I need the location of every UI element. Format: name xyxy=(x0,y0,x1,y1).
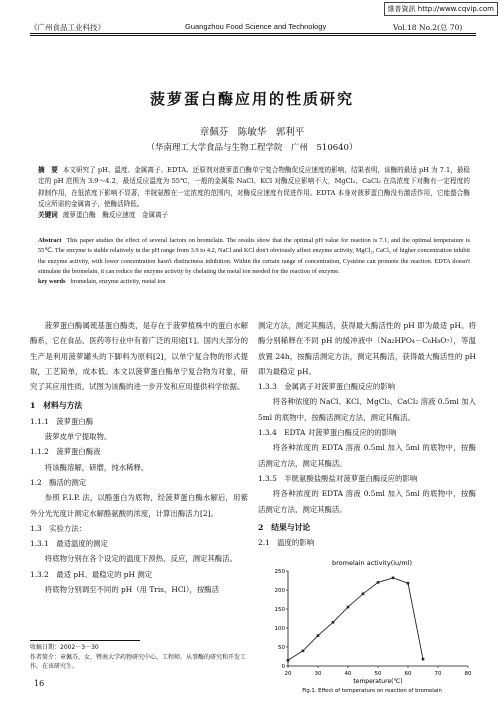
data-point xyxy=(302,650,305,653)
keywords-cn: 菠萝蛋白酶 酶反应速度 金属离子 xyxy=(62,211,169,220)
intro-paragraph: 菠萝蛋白酶属巯基蛋白酶类，是存在于菠萝植株中的蛋白水解酶系，它在食品、医药等行业中有着广泛的用途[1]。国内大部分的生产是利用菠萝罐头的下脚料为原料[2]，以单宁复合物的形式提取，工艺简单，成本低。本文以菠萝蛋白酶单宁复合物为对象，研究了其应用性质。试图为该酶的进一步开发和应用提供科学依据。 xyxy=(30,321,248,392)
footnote-received: 收稿日期：2002－3－30 xyxy=(30,644,99,651)
data-point xyxy=(347,606,350,609)
temperature-chart xyxy=(268,556,476,694)
x-axis-label: temperature(℃) xyxy=(353,678,403,685)
section-1-2-heading: 1.2 酶活的测定 xyxy=(30,477,87,487)
abstract-cn xyxy=(38,165,470,221)
x-tick-label: 20 xyxy=(284,671,292,677)
header-rule xyxy=(30,33,476,34)
source-stamp: 維普資訊 http://www.cqvip.com xyxy=(384,2,498,16)
section-1-1-2-text: 将该酶溶解，研磨，纯水稀释。 xyxy=(44,462,149,472)
abstract-en-text: This paper studies the effect of several factors on bromelain. The results show that the optimal pH value for reaction is 7.1, and the optimal temperature is 55℃. The enzyme is stable relatively in the pH range from 3.9 to 4.2, NaCl and KCl don't obviously affect enzyme activity, MgCl₂, CaCl₂ of higher concentration inhibit the enzyme activity, with lower concentration hasn't distinctness inhibition. Within the certain range of concentration, Cysteine can promote the reaction. EDTA doesn't stimulate the bromelain, it can reduce the enzyme activity by chelating the metal ion needed for the reaction of enzyme. xyxy=(38,237,470,275)
y-tick-labels xyxy=(275,569,289,670)
section-1-3-4-text: 将各种浓度的 EDTA 溶液 0.5ml 加入 5ml 的底物中，按酶活测定方法，测定其酶活。 xyxy=(258,443,476,468)
data-point xyxy=(392,577,395,580)
data-points xyxy=(287,577,425,662)
x-tick-label: 70 xyxy=(434,671,442,677)
y-tick-label: 200 xyxy=(274,588,285,594)
x-tick-label: 50 xyxy=(374,671,382,677)
y-tick-label: 0 xyxy=(281,664,285,670)
section-1-3-3-heading: 1.3.3 金属离子对菠萝蛋白酶反应的影响 xyxy=(258,382,396,392)
y-tick-label: 50 xyxy=(278,645,285,651)
journal-name-en: Guangzhou Food Science and Technology xyxy=(185,22,327,31)
journal-name-cn: 《广州食品工业科技》 xyxy=(30,23,105,32)
x-tick-label: 60 xyxy=(404,671,412,677)
section-1-3-1-text: 将底物分别在各个设定的温度下预热、反应，测定其酶活。 xyxy=(44,554,237,564)
data-point xyxy=(317,634,320,637)
left-column xyxy=(30,318,248,597)
issue-info: Vol.18 No.2(总 70) xyxy=(393,23,463,32)
footnote xyxy=(30,643,250,672)
section-1-3-3-text: 将各种浓度的 NaCl、KCl、MgCl₂、CaCl₂ 溶液 0.5ml 加入 5ml 的底物中，按酶活测定方法，测定其酶活。 xyxy=(258,397,476,422)
page-number: 16 xyxy=(34,679,45,688)
header-rule-thin xyxy=(30,35,476,36)
data-point xyxy=(332,621,335,624)
affiliation: （华南理工大学食品与生物工程学院 广州 510640） xyxy=(146,143,358,153)
section-1-3-5-text: 将各种浓度的 EDTA 溶液 0.5ml 加入 5ml 的底物中，按酶活测定方法，测定其酶活。 xyxy=(258,489,476,514)
y-tick-label: 250 xyxy=(274,569,285,575)
chart-caption: Fig.1. Effect of temperature on reaction of bromelain xyxy=(302,688,442,694)
data-point xyxy=(377,581,380,584)
method-continued: 测定方法，测定其酶活，获得最大酶活性的 pH 即为最适 pH。将酶分别稀释在不同 pH 的缓冲液中（Na₂HPO₄－C₆H₈O₇），等温放置 24h，按酶活测定方法，测定其酶活，获得最大酶活性的 pH 即为最稳定 pH。 xyxy=(258,321,476,376)
y-tick-label: 100 xyxy=(274,626,285,632)
section-1-heading: 1 材料与方法 xyxy=(30,401,83,411)
section-1-3-2-text: 将底物分别调至不同的 pH（用 Tris、HCl），按酶活 xyxy=(44,585,220,595)
section-2-1-heading: 2.1 温度的影响 xyxy=(258,538,315,548)
abstract-en xyxy=(38,236,470,287)
authors: 章佩芬 陈敏华 郭利平 xyxy=(199,127,305,138)
x-tick-label: 30 xyxy=(314,671,322,677)
section-1-1-1-text: 菠萝皮单宁提取物。 xyxy=(44,432,112,442)
section-1-3-1-heading: 1.3.1 最适温度的测定 xyxy=(30,539,108,549)
section-1-3-heading: 1.3 实验方法： xyxy=(30,523,87,533)
data-point xyxy=(407,582,410,585)
section-1-3-5-heading: 1.3.5 半胱氨酸盐酸盐对菠萝蛋白酶反应的影响 xyxy=(258,473,418,483)
chart-title: bromelain activity(iu/ml) xyxy=(331,559,413,567)
section-1-3-4-heading: 1.3.4 EDTA 对菠萝蛋白酶反应的的影响 xyxy=(258,428,397,438)
keywords-en: bromelain, enzyme activity, metal ion xyxy=(70,278,166,286)
data-point xyxy=(287,659,290,662)
paper-title: 菠萝蛋白酶应用的性质研究 xyxy=(149,90,354,108)
right-column xyxy=(258,318,476,550)
keywords-en-label: key words xyxy=(38,278,66,286)
footnote-rule xyxy=(30,640,140,641)
data-point xyxy=(422,658,425,661)
section-1-1-1-heading: 1.1.1 菠萝蛋白酶 xyxy=(30,416,94,426)
footnote-author: 作者简介：章佩芬，女，暨南大学药物研究中心，工程师。从事酶的研究和开发工作。在该研究生。 xyxy=(30,653,247,670)
data-point xyxy=(362,593,365,596)
y-tick-label: 150 xyxy=(274,607,285,613)
section-2-heading: 2 结果与讨论 xyxy=(258,522,311,532)
section-1-1-2-heading: 1.1.2 菠萝蛋白酶液 xyxy=(30,447,101,457)
abstract-cn-label: 摘 要 xyxy=(38,166,58,174)
keywords-cn-label: 关键词 xyxy=(38,211,58,220)
x-tick-labels xyxy=(285,666,472,677)
abstract-cn-text: 本文研究了 pH、温度、金属离子、EDTA、还原剂对菠萝蛋白酶单宁复合物酶促反应速度的影响，结果表明，该酶的最适 pH 为 7.1，最稳定的 pH 范围为 3.9～4.2，最适反应温度为 55℃，一般的金属盐 NaCl、KCl 对酶反应影响不大，MgCl₂、CaCl₂ 在高浓度下对酶有一定程度的抑制作用，在低浓度下影响不显著，半胱氨酸在一定浓度的范围内，对酶反应速度有促进作用。EDTA 本身对菠萝蛋白酶没有激活作用，它能螯合酶反应所需的金属离子，使酶活降低。 xyxy=(38,166,471,208)
x-tick-label: 40 xyxy=(344,671,352,677)
series-line xyxy=(288,578,423,660)
section-1-2-text: 参照 F.I.P. 法，以酪蛋白为底物，经菠萝蛋白酶水解后，用紫外分光光度计测定水解酪氨酸的浓度，计算出酶活力[2]。 xyxy=(30,493,248,518)
section-1-3-2-heading: 1.3.2 最适 pH、最稳定的 pH 测定 xyxy=(30,569,153,579)
abstract-en-label: Abstract xyxy=(38,237,62,244)
x-tick-label: 80 xyxy=(464,671,472,677)
